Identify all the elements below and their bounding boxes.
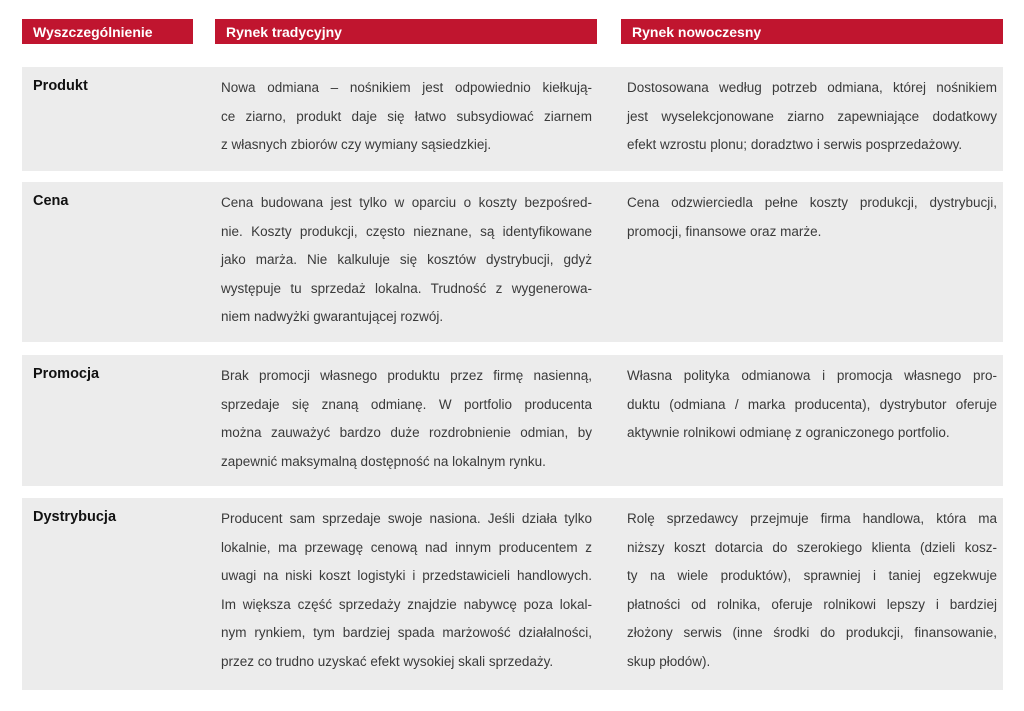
text-line: przez co trudno uzyskać efekt wysokiej skali sprzedaży. bbox=[221, 653, 554, 669]
text-line: Cena budowana jest tylko w oparciu o koszty bezpośred- bbox=[221, 195, 592, 210]
table-row-dystrybucja bbox=[22, 498, 1003, 690]
text-line: nie. Koszty produkcji, często nieznane, są identyfikowane bbox=[221, 223, 592, 239]
modern-cell bbox=[627, 74, 997, 160]
text-line: Dostosowana według potrzeb odmiana, której nośnikiem bbox=[627, 80, 997, 95]
text-line: promocji, finansowe oraz marże. bbox=[627, 223, 822, 239]
text-line: Producent sam sprzedaje swoje nasiona. Jeśli działa tylko bbox=[221, 511, 592, 526]
traditional-cell bbox=[221, 362, 592, 476]
text-line: lokalnie, ma przewagę cenową nad innym producentem z bbox=[221, 539, 592, 555]
traditional-cell bbox=[221, 505, 592, 676]
row-label: Cena bbox=[33, 193, 69, 209]
text-line: występuje tu sprzedaż lokalna. Trudność z wygenerowa- bbox=[221, 280, 592, 296]
text-line: aktywnie rolnikowi odmianę z ograniczonego portfolio. bbox=[627, 425, 950, 440]
text-line: Cena odzwierciedla pełne koszty produkcji, dystrybucji, bbox=[627, 195, 997, 210]
text-line: duktu (odmiana / marka producenta), dystrybutor oferuje bbox=[627, 396, 997, 412]
text-line: Rolę sprzedawcy przejmuje firma handlowa, która ma bbox=[627, 511, 997, 526]
text-line: złożony serwis (inne środki do produkcji, finansowanie, bbox=[627, 625, 997, 640]
text-line: niższy koszt dotarcia do szerokiego klienta (dzieli kosz- bbox=[627, 539, 997, 555]
row-label: Promocja bbox=[33, 366, 100, 382]
text-line: sprzedaje się znaną odmianę. W portfolio producenta bbox=[221, 396, 592, 412]
text-line: Nowa odmiana – nośnikiem jest odpowiednio kiełkują- bbox=[221, 80, 592, 95]
modern-cell bbox=[627, 189, 997, 246]
modern-cell bbox=[627, 505, 997, 676]
traditional-cell bbox=[221, 74, 592, 160]
text-line: jest wyselekcjonowane ziarno zapewniające dodatkowy bbox=[627, 108, 997, 124]
text-line: nym rynkiem, tym bardziej spada marżowość działalności, bbox=[221, 625, 592, 640]
text-line: niem nadwyżki gwarantującej rozwój. bbox=[221, 309, 444, 324]
text-line: skup płodów). bbox=[627, 653, 711, 669]
text-line: ce ziarno, produkt daje się łatwo subsydiować ziarnem bbox=[221, 108, 592, 124]
table-row-produkt bbox=[22, 67, 1003, 171]
text-line: uwagi na niski koszt logistyki i przedstawicieli handlowych. bbox=[221, 568, 592, 583]
text-line: efekt wzrostu plonu; doradztwo i serwis posprzedażowy. bbox=[627, 137, 963, 152]
text-line: Własna polityka odmianowa i promocja własnego pro- bbox=[627, 368, 997, 383]
text-line: z własnych zbiorów czy wymiany sąsiedzkiej. bbox=[221, 137, 492, 152]
row-label: Produkt bbox=[33, 78, 88, 94]
text-line: można zauważyć bardzo duże rozdrobnienie odmian, by bbox=[221, 425, 592, 440]
header-rynek-tradycyjny: Rynek tradycyjny bbox=[215, 19, 597, 44]
text-line: jako marża. Nie kalkuluje się kosztów dystrybucji, gdyż bbox=[221, 252, 592, 267]
table-row-cena bbox=[22, 182, 1003, 342]
text-line: zapewnić maksymalną dostępność na lokalnym rynku. bbox=[221, 453, 546, 469]
table-row-promocja bbox=[22, 355, 1003, 486]
header-wyszczegolnienie: Wyszczególnienie bbox=[22, 19, 193, 44]
traditional-cell bbox=[221, 189, 592, 332]
text-line: Im większa część sprzedaży znajdzie nabywcę poza lokal- bbox=[221, 596, 592, 612]
text-line: płatności od rolnika, oferuje rolnikowi lepszy i bardziej bbox=[627, 596, 997, 612]
modern-cell bbox=[627, 362, 997, 448]
header-rynek-nowoczesny: Rynek nowoczesny bbox=[621, 19, 1003, 44]
row-label: Dystrybucja bbox=[33, 509, 117, 525]
text-line: ty na wiele produktów), sprawniej i taniej egzekwuje bbox=[627, 568, 997, 583]
text-line: Brak promocji własnego produktu przez firmę nasienną, bbox=[221, 368, 592, 383]
